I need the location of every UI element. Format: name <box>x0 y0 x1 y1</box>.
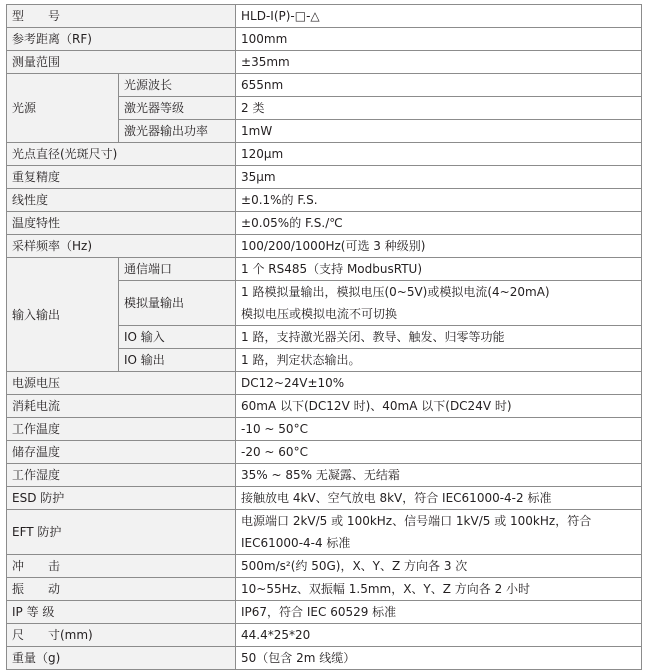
shock-label: 冲 击 <box>7 555 236 578</box>
analog-value-line1: 1 路模拟量输出，模拟电压(0~5V)或模拟电流(4~20mA) <box>241 285 550 299</box>
io-out-value: 1 路，判定状态输出。 <box>236 349 642 372</box>
humidity-value: 35% ~ 85% 无凝露、无结霜 <box>236 464 642 487</box>
table-row <box>7 601 642 624</box>
ref-distance-label: 参考距离（RF) <box>7 28 236 51</box>
spot-label: 光点直径(光斑尺寸) <box>7 143 236 166</box>
model-value: HLD-Ⅰ(P)-□-△ <box>236 5 642 28</box>
sampling-value: 100/200/1000Hz(可选 3 种级别) <box>236 235 642 258</box>
range-label: 测量范围 <box>7 51 236 74</box>
laser-power-label: 激光器输出功率 <box>119 120 236 143</box>
spot-value: 120µm <box>236 143 642 166</box>
storage-temp-value: -20 ~ 60°C <box>236 441 642 464</box>
table-row <box>7 555 642 578</box>
esd-label: ESD 防护 <box>7 487 236 510</box>
analog-label: 模拟量输出 <box>119 281 236 326</box>
io-label: 输入输出 <box>7 258 119 372</box>
sampling-label: 采样频率（Hz) <box>7 235 236 258</box>
table-row <box>7 166 642 189</box>
op-temp-value: -10 ~ 50°C <box>236 418 642 441</box>
vibration-value: 10~55Hz、双振幅 1.5mm，X、Y、Z 方向各 2 小时 <box>236 578 642 601</box>
eft-value <box>236 510 642 555</box>
table-row <box>7 28 642 51</box>
spec-table <box>6 4 642 670</box>
range-value: ±35mm <box>236 51 642 74</box>
table-row <box>7 51 642 74</box>
repeatability-value: 35µm <box>236 166 642 189</box>
comm-label: 通信端口 <box>119 258 236 281</box>
linearity-label: 线性度 <box>7 189 236 212</box>
analog-value-line2: 模拟电压或模拟电流不可切换 <box>241 307 398 321</box>
wavelength-value: 655nm <box>236 74 642 97</box>
storage-temp-label: 储存温度 <box>7 441 236 464</box>
table-row <box>7 624 642 647</box>
current-value: 60mA 以下(DC12V 时)、40mA 以下(DC24V 时) <box>236 395 642 418</box>
laser-class-value: 2 类 <box>236 97 642 120</box>
table-row <box>7 5 642 28</box>
table-row <box>7 74 642 97</box>
weight-label: 重量（g) <box>7 647 236 670</box>
op-temp-label: 工作温度 <box>7 418 236 441</box>
weight-value: 50（包含 2m 线缆） <box>236 647 642 670</box>
table-row <box>7 212 642 235</box>
supply-voltage-label: 电源电压 <box>7 372 236 395</box>
ip-value: IP67，符合 IEC 60529 标准 <box>236 601 642 624</box>
light-source-label: 光源 <box>7 74 119 143</box>
current-label: 消耗电流 <box>7 395 236 418</box>
table-row <box>7 647 642 670</box>
eft-label: EFT 防护 <box>7 510 236 555</box>
table-row <box>7 487 642 510</box>
ip-label: IP 等 级 <box>7 601 236 624</box>
io-out-label: IO 输出 <box>119 349 236 372</box>
esd-value: 接触放电 4kV、空气放电 8kV，符合 IEC61000-4-2 标准 <box>236 487 642 510</box>
linearity-value: ±0.1%的 F.S. <box>236 189 642 212</box>
wavelength-label: 光源波长 <box>119 74 236 97</box>
shock-value: 500m/s²(约 50G)，X、Y、Z 方向各 3 次 <box>236 555 642 578</box>
table-row <box>7 418 642 441</box>
table-row <box>7 235 642 258</box>
laser-class-label: 激光器等级 <box>119 97 236 120</box>
analog-value <box>236 281 642 326</box>
table-row <box>7 143 642 166</box>
table-row <box>7 578 642 601</box>
supply-voltage-value: DC12~24V±10% <box>236 372 642 395</box>
size-label: 尺 寸(mm) <box>7 624 236 647</box>
io-in-value: 1 路，支持激光器关闭、教导、触发、归零等功能 <box>236 326 642 349</box>
vibration-label: 振 动 <box>7 578 236 601</box>
comm-value: 1 个 RS485（支持 ModbusRTU) <box>236 258 642 281</box>
repeatability-label: 重复精度 <box>7 166 236 189</box>
eft-value-line1: 电源端口 2kV/5 或 100kHz、信号端口 1kV/5 或 100kHz，符合 <box>241 514 592 528</box>
size-value: 44.4*25*20 <box>236 624 642 647</box>
io-in-label: IO 输入 <box>119 326 236 349</box>
table-row <box>7 372 642 395</box>
humidity-label: 工作湿度 <box>7 464 236 487</box>
table-row <box>7 258 642 281</box>
temp-char-label: 温度特性 <box>7 212 236 235</box>
table-row <box>7 189 642 212</box>
table-row <box>7 464 642 487</box>
table-row <box>7 441 642 464</box>
ref-distance-value: 100mm <box>236 28 642 51</box>
table-row <box>7 510 642 555</box>
table-row <box>7 395 642 418</box>
temp-char-value: ±0.05%的 F.S./℃ <box>236 212 642 235</box>
laser-power-value: 1mW <box>236 120 642 143</box>
eft-value-line2: IEC61000-4-4 标准 <box>241 536 351 550</box>
model-label: 型 号 <box>7 5 236 28</box>
